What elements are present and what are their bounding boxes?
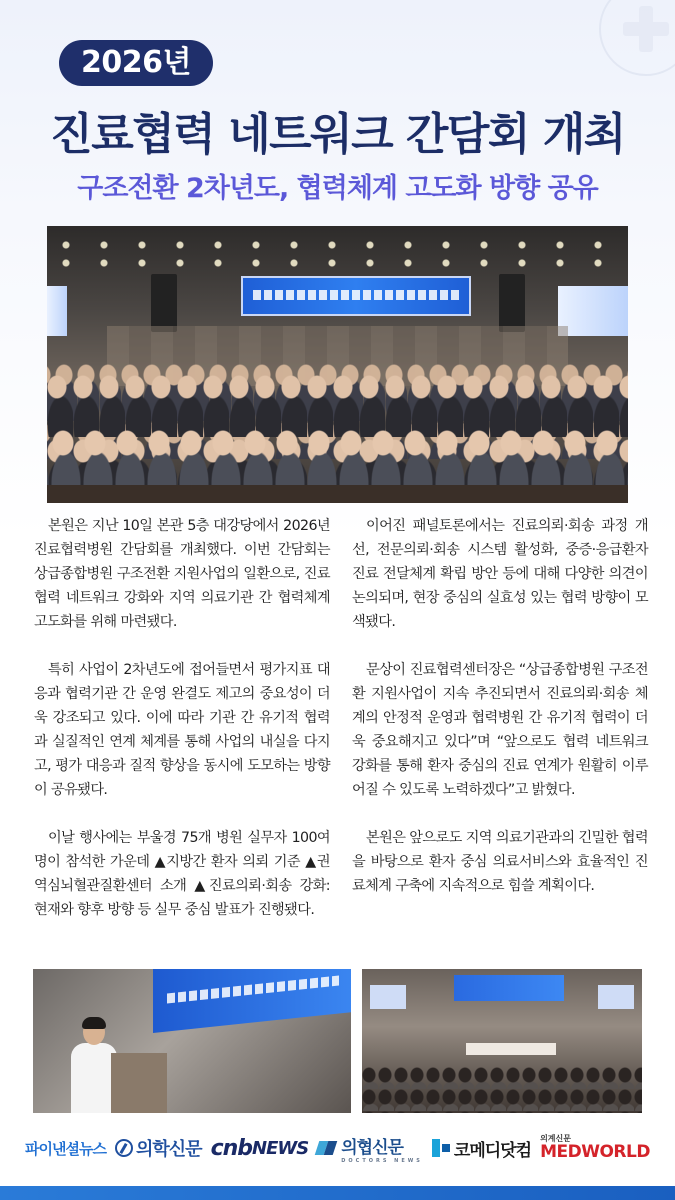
cnbnews-logo: cnb NEWS [210,1135,309,1161]
speaker-left [151,274,177,332]
paragraph: 특히 사업이 2차년도에 접어들면서 평가지표 대응과 협력기관 간 운영 완결도 제고의 중요성이 더욱 강조되고 있다. 이에 따라 기관 간 유기적 협력과 실질적인 연계 체계를 통해 사업의 내실을 다지고, 평가 대응과 질적 향상을 동시에 도모하는 방향이 공유됐다. [34,662,330,798]
article-column-left [34,514,330,946]
side-screen-left [370,985,406,1009]
paragraph: 이날 행사에는 부울경 75개 병원 실무자 100여 명이 참석한 가운데 ▲지방간 환자 의뢰 기준 ▲권역심뇌혈관질환센터 소개 ▲진료의뢰·회송 강화: 현재와 향후 방향 등 실무 중심 발표가 진행됐다. [34,830,330,918]
ceiling-lights [47,236,628,276]
presentation-screen [454,975,564,1001]
event-banner-screen [241,276,471,316]
speaker-photo [33,969,351,1113]
stage-floor [47,485,628,503]
uihyup-logo: 의협신문 DOCTORS NEWS [317,1133,423,1164]
medworld-logo: 의계신문 MEDWORLD [540,1134,650,1162]
paragraph: 본원은 지난 10일 본관 5층 대강당에서 2026년 진료협력병원 간담회를 개최했다. 이번 간담회는 상급종합병원 구조전환 지원사업의 일환으로, 진료협력 네트워크 강화와 지역 의료기관 간 협력체계 고도화를 위해 마련됐다. [34,518,330,630]
bottom-bar [0,1186,675,1200]
speaker-right [499,274,525,332]
main-event-photo [47,226,628,503]
podium [111,1053,167,1113]
year-badge: 2026년 [59,40,213,86]
cross-emblem-icon [599,0,675,76]
press-logos [25,1128,650,1168]
komedi-logo: 코메디닷컴 [432,1136,531,1161]
audience [362,1067,642,1113]
uihyup-mark-icon [317,1139,337,1157]
article-body [34,514,648,954]
side-screen-right [598,985,634,1009]
komedi-mark-icon [432,1139,450,1157]
fnnews-logo: 파이낸셜뉴스 [25,1139,106,1158]
paragraph: 이어진 패널토론에서는 진료의뢰·회송 과정 개선, 전문의뢰·회송 시스템 활성화, 중증·응급환자 진료 전달체계 확립 방안 등에 대해 다양한 의견이 논의되며, 현장 중심의 실효성 있는 협력 방향이 모색됐다. [352,518,648,630]
page-title: 진료협력 네트워크 간담회 개최 [50,109,625,160]
article-column-right [352,514,648,922]
paragraph: 문상이 진료협력센터장은 “상급종합병원 구조전환 지원사업이 지속 추진되면서 진료의뢰·회송 체계의 안정적 운영과 협력병원 간 유기적 협력이 더욱 중요해지고 있다”며 “앞으로도 협력 네트워크 강화를 통해 환자 중심의 진료 연계가 원활히 이루어질 수 있도록 노력하겠다”고 밝혔다. [352,662,648,798]
panel-discussion-photo [362,969,642,1113]
paragraph: 본원은 앞으로도 지역 의료기관과의 긴밀한 협력을 바탕으로 환자 중심 의료서비스와 효율적인 진료체계 구축에 지속적으로 힘쓸 계획이다. [352,830,648,894]
pen-circle-icon [115,1139,133,1157]
side-screen-right [558,286,628,336]
page-subtitle: 구조전환 2차년도, 협력체계 고도화 방향 공유 [77,173,598,204]
uihak-logo: 의학신문 [115,1135,202,1161]
panel-table [466,1043,556,1055]
side-screen-left [47,286,67,336]
presentation-screen [153,969,351,1033]
